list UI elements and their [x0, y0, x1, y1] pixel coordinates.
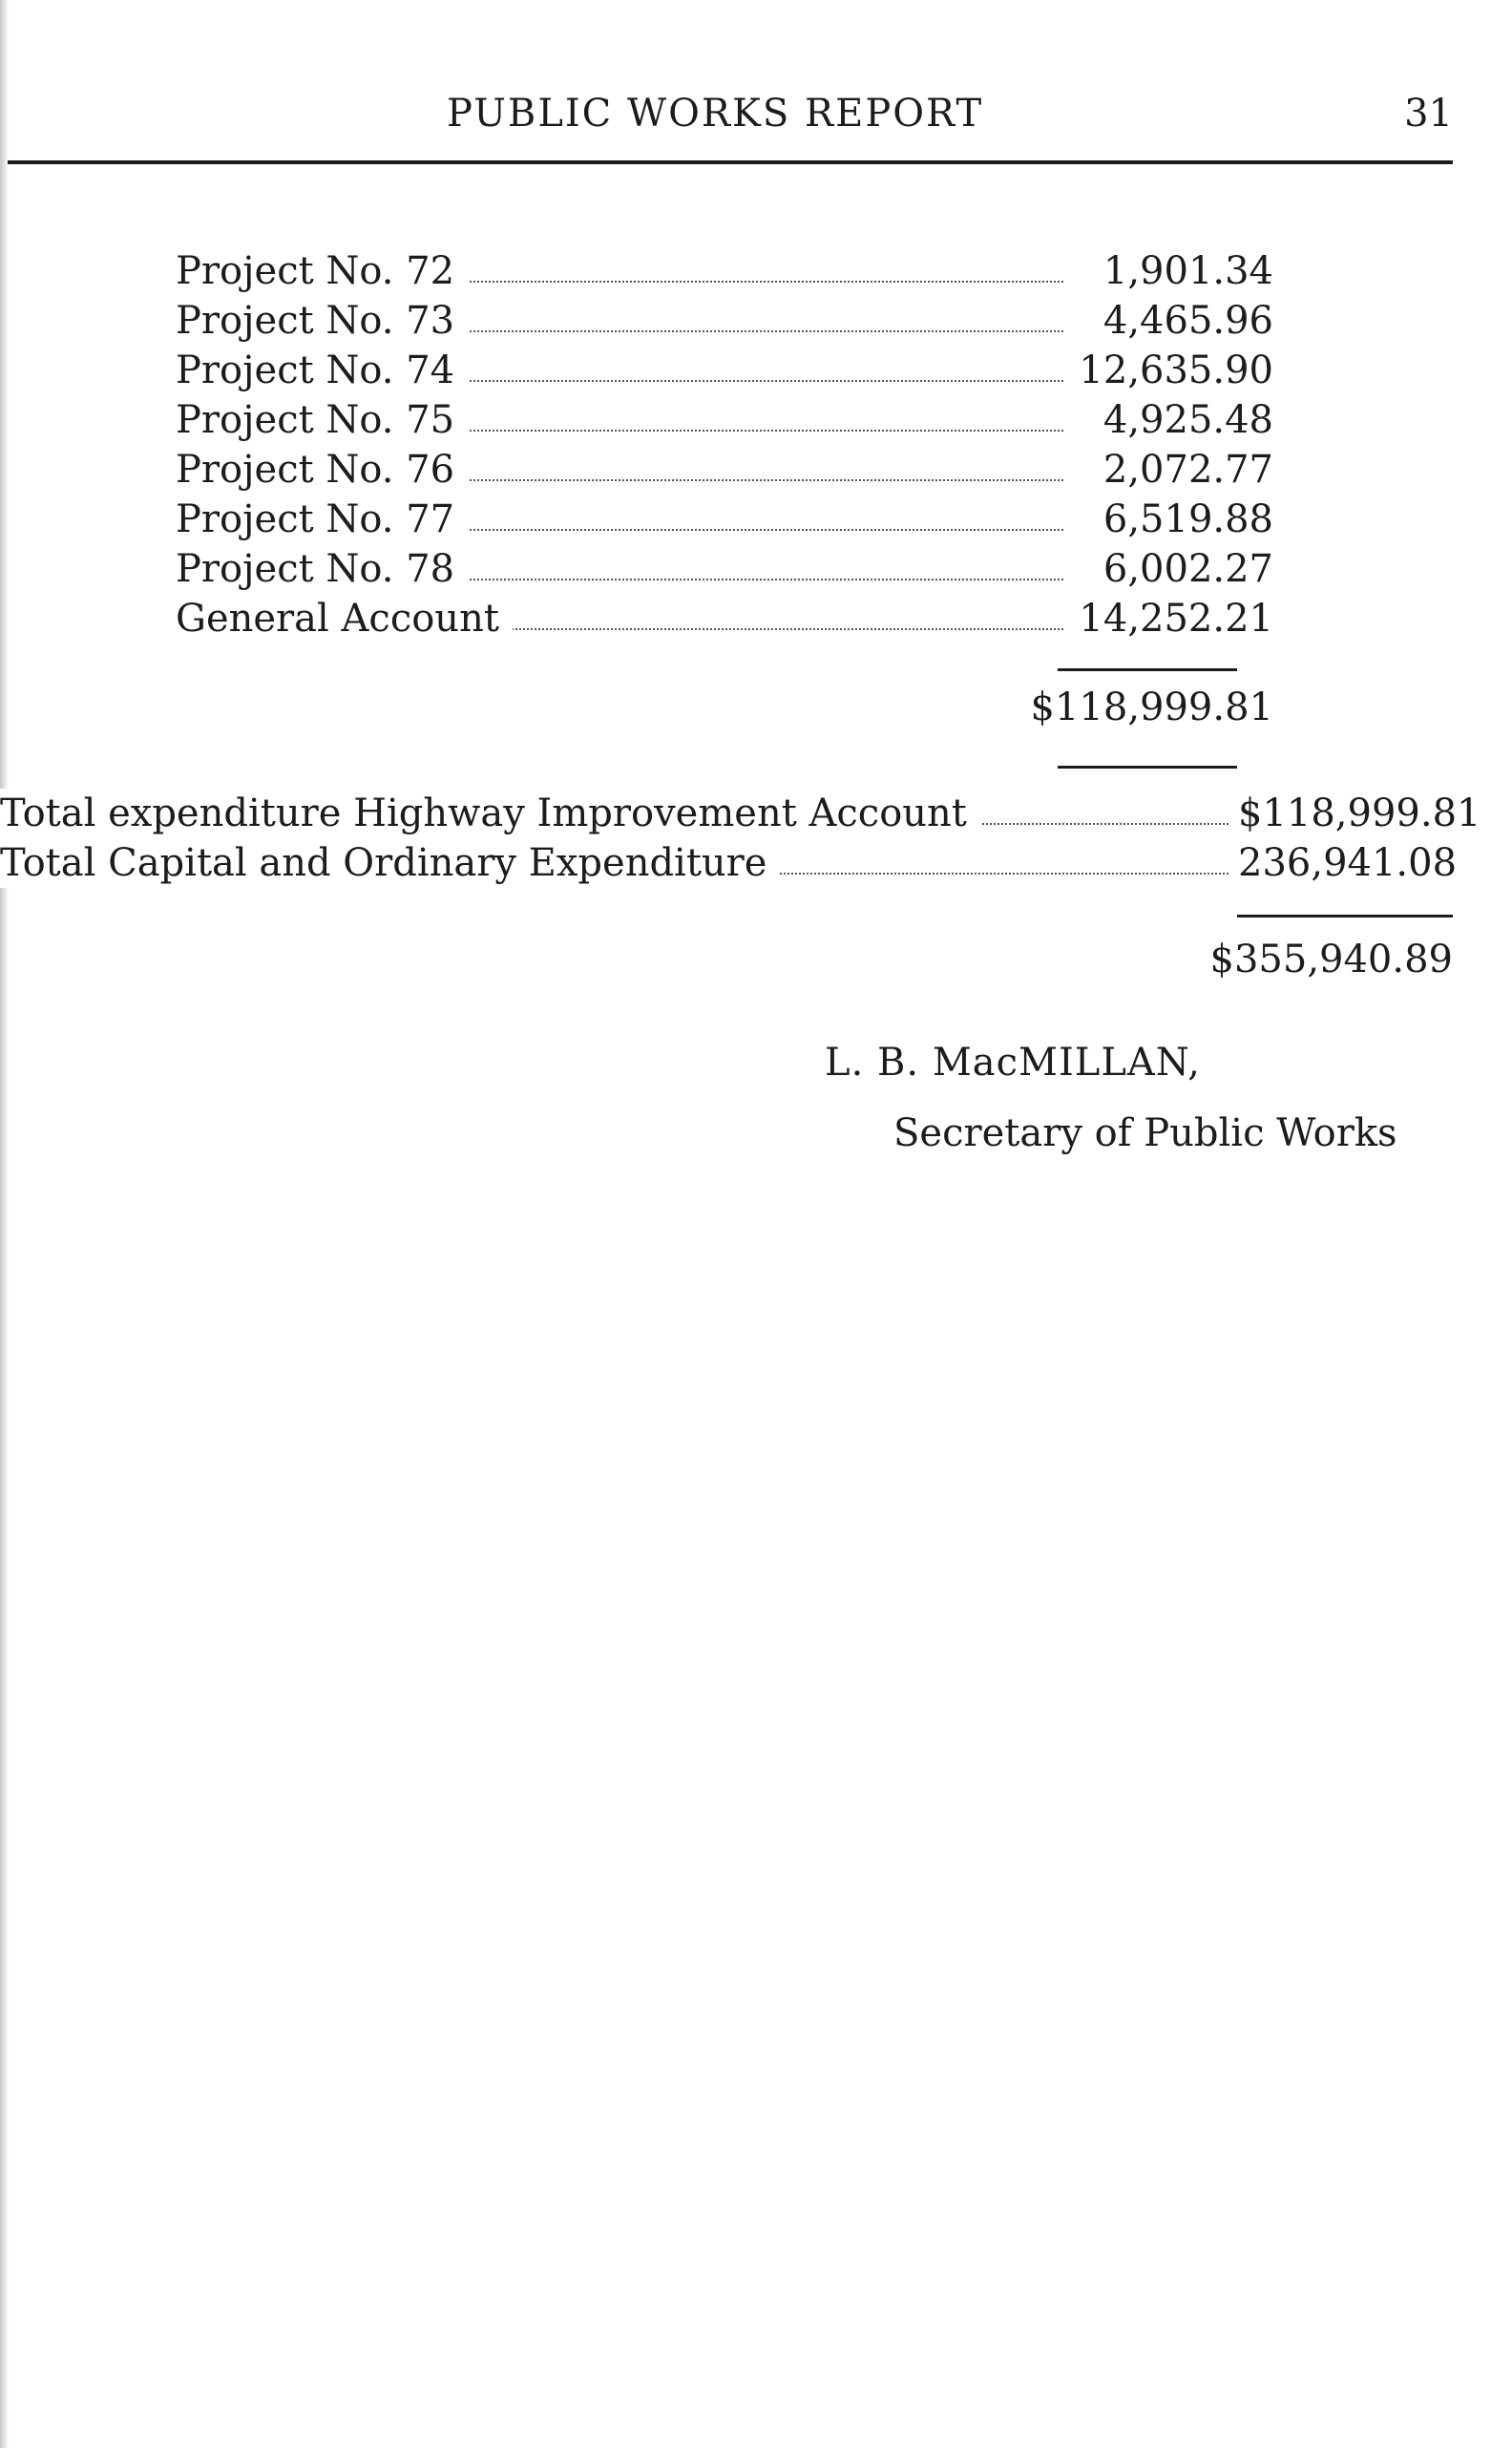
summary-row-amount: 236,941.08: [1238, 838, 1453, 888]
ledger-row-label: General Account: [176, 594, 513, 644]
ledger-row-project-72: [176, 246, 1273, 296]
project-ledger: [176, 246, 1273, 644]
signatory-title: Secretary of Public Works: [893, 1111, 1397, 1155]
summary-row-highway-improvement: [0, 789, 1481, 838]
ledger-row-general-account: [176, 594, 1273, 644]
page-number: 31: [1404, 92, 1453, 136]
ledger-row-label: Project No. 76: [176, 445, 468, 495]
ledger-row-project-74: [176, 346, 1273, 395]
ledger-row-amount: 4,465.96: [1073, 296, 1273, 346]
summary-row-label: Total expenditure Highway Improvement Account: [0, 789, 980, 838]
page-edge-shadow: [0, 0, 9, 2448]
ledger-row-label: Project No. 78: [176, 544, 468, 594]
summary-row-label: Total Capital and Ordinary Expenditure: [0, 838, 780, 888]
summary-row-capital-ordinary: [0, 838, 1458, 888]
grand-total: $355,940.89: [1209, 938, 1453, 981]
ledger-row-label: Project No. 74: [176, 346, 468, 395]
ledger-row-amount: 1,901.34: [1073, 246, 1273, 296]
ledger-row-amount: 6,002.27: [1073, 544, 1273, 594]
ledger-row-amount: 12,635.90: [1073, 346, 1273, 395]
expenditure-summary: [0, 789, 1481, 888]
ledger-row-amount: 6,519.88: [1073, 495, 1273, 544]
page-title: PUBLIC WORKS REPORT: [447, 92, 984, 136]
ledger-row-label: Project No. 73: [176, 296, 468, 346]
ledger-row-amount: 4,925.48: [1073, 395, 1273, 445]
grand-total-rule: [1237, 915, 1453, 918]
ledger-row-project-78: [176, 544, 1273, 594]
ledger-row-label: Project No. 75: [176, 395, 468, 445]
ledger-row-label: Project No. 72: [176, 246, 468, 296]
ledger-row-project-77: [176, 495, 1273, 544]
running-head: [0, 92, 1453, 149]
ledger-row-project-75: [176, 395, 1273, 445]
ledger-row-amount: 2,072.77: [1073, 445, 1273, 495]
signatory-name: L. B. MacMILLAN,: [825, 1041, 1201, 1085]
ledger-row-label: Project No. 77: [176, 495, 468, 544]
ledger-row-project-76: [176, 445, 1273, 495]
ledger-row-project-73: [176, 296, 1273, 346]
subtotal-rule-top: [1058, 668, 1237, 671]
subtotal-rule-bottom: [1058, 766, 1237, 769]
ledger-row-amount: 14,252.21: [1073, 594, 1273, 644]
summary-row-amount: $118,999.81: [1238, 789, 1453, 838]
ledger-subtotal: $118,999.81: [1030, 686, 1273, 729]
header-rule: [8, 160, 1453, 164]
